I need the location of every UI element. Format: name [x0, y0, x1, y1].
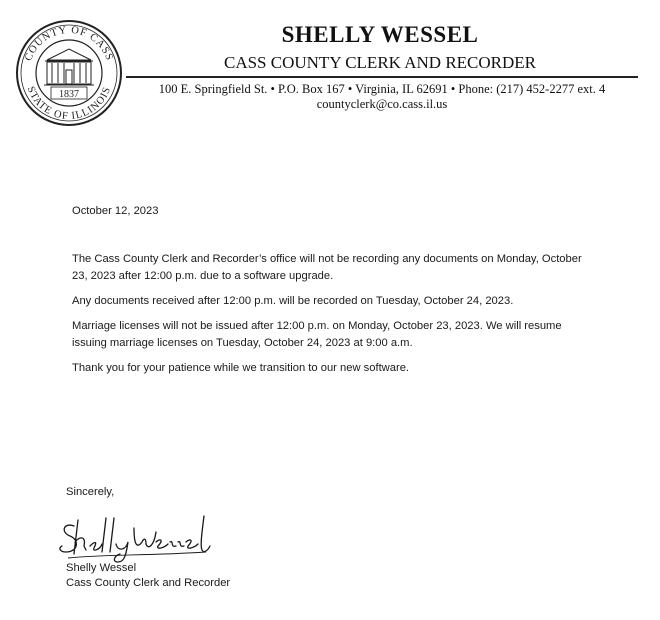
office-address: 100 E. Springfield St. • P.O. Box 167 • Virginia, IL 62691 • Phone: (217) 452-2277 ext. 4: [158, 82, 606, 96]
svg-text:COUNTY OF CASS: [23, 25, 115, 63]
clerk-name: SHELLY WESSEL: [281, 22, 479, 47]
signature-block: [66, 561, 230, 591]
paragraph-documents-received: Any documents received after 12:00 p.m. will be recorded on Tuesday, October 24, 2023.: [72, 295, 514, 307]
paragraph-recording-notice: The Cass County Clerk and Recorder’s office will not be recording any documents on Monday, October 23, 2023 after 12:00 p.m. due to a software upgrade.: [72, 253, 582, 282]
office-email: countyclerk@co.cass.il.us: [316, 97, 448, 111]
courthouse-icon: [44, 49, 94, 85]
seal-top-text: COUNTY OF CASS: [23, 24, 115, 63]
office-title: CASS COUNTY CLERK AND RECORDER: [223, 53, 537, 72]
county-seal: [14, 18, 124, 128]
paragraph-thank-you: Thank you for your patience while we transition to our new software.: [72, 362, 410, 374]
header-divider: [126, 76, 638, 78]
handwritten-signature: [56, 512, 226, 566]
letter-date: October 12, 2023: [72, 205, 159, 217]
closing: Sincerely,: [66, 486, 115, 498]
signer-name: Shelly Wessel: [66, 562, 137, 574]
paragraph-marriage-licenses: Marriage licenses will not be issued after 12:00 p.m. on Monday, October 23, 2023. We will resume issuing marriage licenses on Tuesday, October 24, 2023 at 9:00 a.m.: [72, 320, 562, 349]
seal-year: 1837: [59, 89, 79, 100]
seal-bottom-text: STATE OF ILLINOIS: [24, 85, 114, 123]
signer-title: Cass County Clerk and Recorder: [66, 577, 231, 589]
